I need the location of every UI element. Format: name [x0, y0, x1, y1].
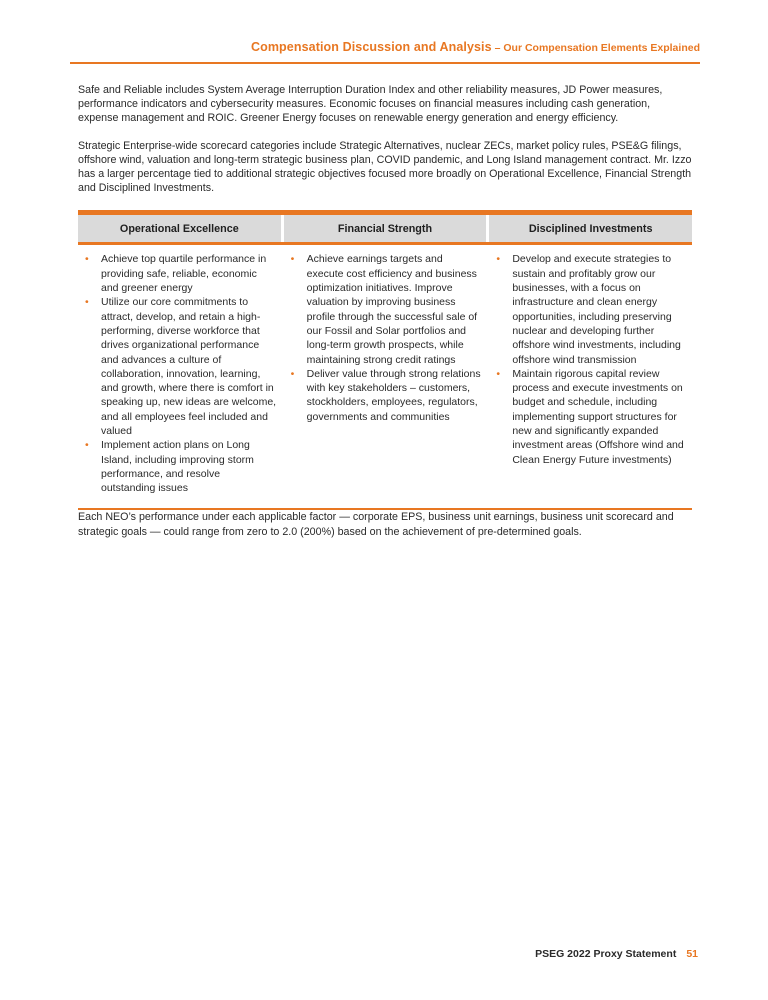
bullet-item: • Deliver value through strong relations with key stakeholders – customers, stockholders, employees, regulators, governments and communities: [288, 367, 483, 424]
bullet-list: [82, 252, 277, 495]
section-subtitle: – Our Compensation Elements Explained: [491, 42, 700, 54]
bullet-item: • Utilize our core commitments to attract, develop, and retain a high-performing, diverse workforce that drives organizational performance and advances a culture of collaboration, innovation, learning, and growth, where there is comfort in speaking up, new ideas are welcome, and all employees feel included and valued: [82, 295, 277, 438]
bullet-list: [493, 252, 688, 466]
closing-paragraph: Each NEO’s performance under each applicable factor — corporate EPS, business unit earnings, business unit scorecard and strategic goals — could range from zero to 2.0 (200%) based on the achievement of pre-determined goals.: [78, 511, 674, 538]
intro-paragraph-2: Strategic Enterprise-wide scorecard categories include Strategic Alternatives, nuclear ZECs, market policy rules, PSE&G filings, offshore wind, valuation and long-term strategic business plan, COVID pandemic, and Long Island management contract. Mr. Izzo has a larger percentage tied to additional strategic objectives focused more broadly on Operational Excellence, Financial Strength and Disciplined Investments.: [78, 139, 692, 195]
footer-page-number: 51: [686, 948, 698, 960]
bullet-item: • Achieve top quartile performance in providing safe, reliable, economic and greener energy: [82, 252, 277, 295]
page-footer: [535, 948, 698, 960]
column-financial-strength: [284, 245, 487, 508]
bullet-item: • Maintain rigorous capital review process and execute investments on budget and schedule, including implementing support structures for new and significantly expanded investment areas (Offshore wind and Clean Energy Future investments): [493, 367, 688, 467]
bullet-item: • Achieve earnings targets and execute cost efficiency and business optimization initiatives. Improve valuation by improving business profile through the successful sale of our Fossil and Solar portfolios and long-term growth prospects, while maintaining strong credit ratings: [288, 252, 483, 366]
section-title: Compensation Discussion and Analysis: [250, 40, 492, 54]
column-header-disciplined-investments: Disciplined Investments: [489, 215, 692, 242]
intro-paragraph-1: Safe and Reliable includes System Average Interruption Duration Index and other reliability measures, JD Power measures, performance indicators and cybersecurity measures. Economic focuses on financial measures including cash generation, expense management and ROIC. Greener Energy focuses on renewable energy generation and energy efficiency.: [78, 84, 663, 125]
column-header-operational-excellence: Operational Excellence: [78, 215, 281, 242]
table-header-row: [78, 215, 692, 242]
bullet-item: • Develop and execute strategies to sustain and profitably grow our businesses, with a focus on infrastructure and clean energy opportunities, including preserving nuclear and developing further offshore wind investments, including offshore wind transmission: [493, 252, 688, 366]
column-header-financial-strength: Financial Strength: [284, 215, 487, 242]
table-body: [78, 245, 692, 508]
column-disciplined-investments: [489, 245, 692, 508]
running-header: [70, 38, 700, 64]
scorecard-table: [78, 210, 692, 510]
column-operational-excellence: [78, 245, 281, 508]
bullet-item: • Implement action plans on Long Island, including improving storm performance, and resolve outstanding issues: [82, 438, 277, 495]
bullet-list: [288, 252, 483, 424]
page-content: [78, 83, 692, 539]
footer-document-title: PSEG 2022 Proxy Statement: [535, 948, 677, 960]
